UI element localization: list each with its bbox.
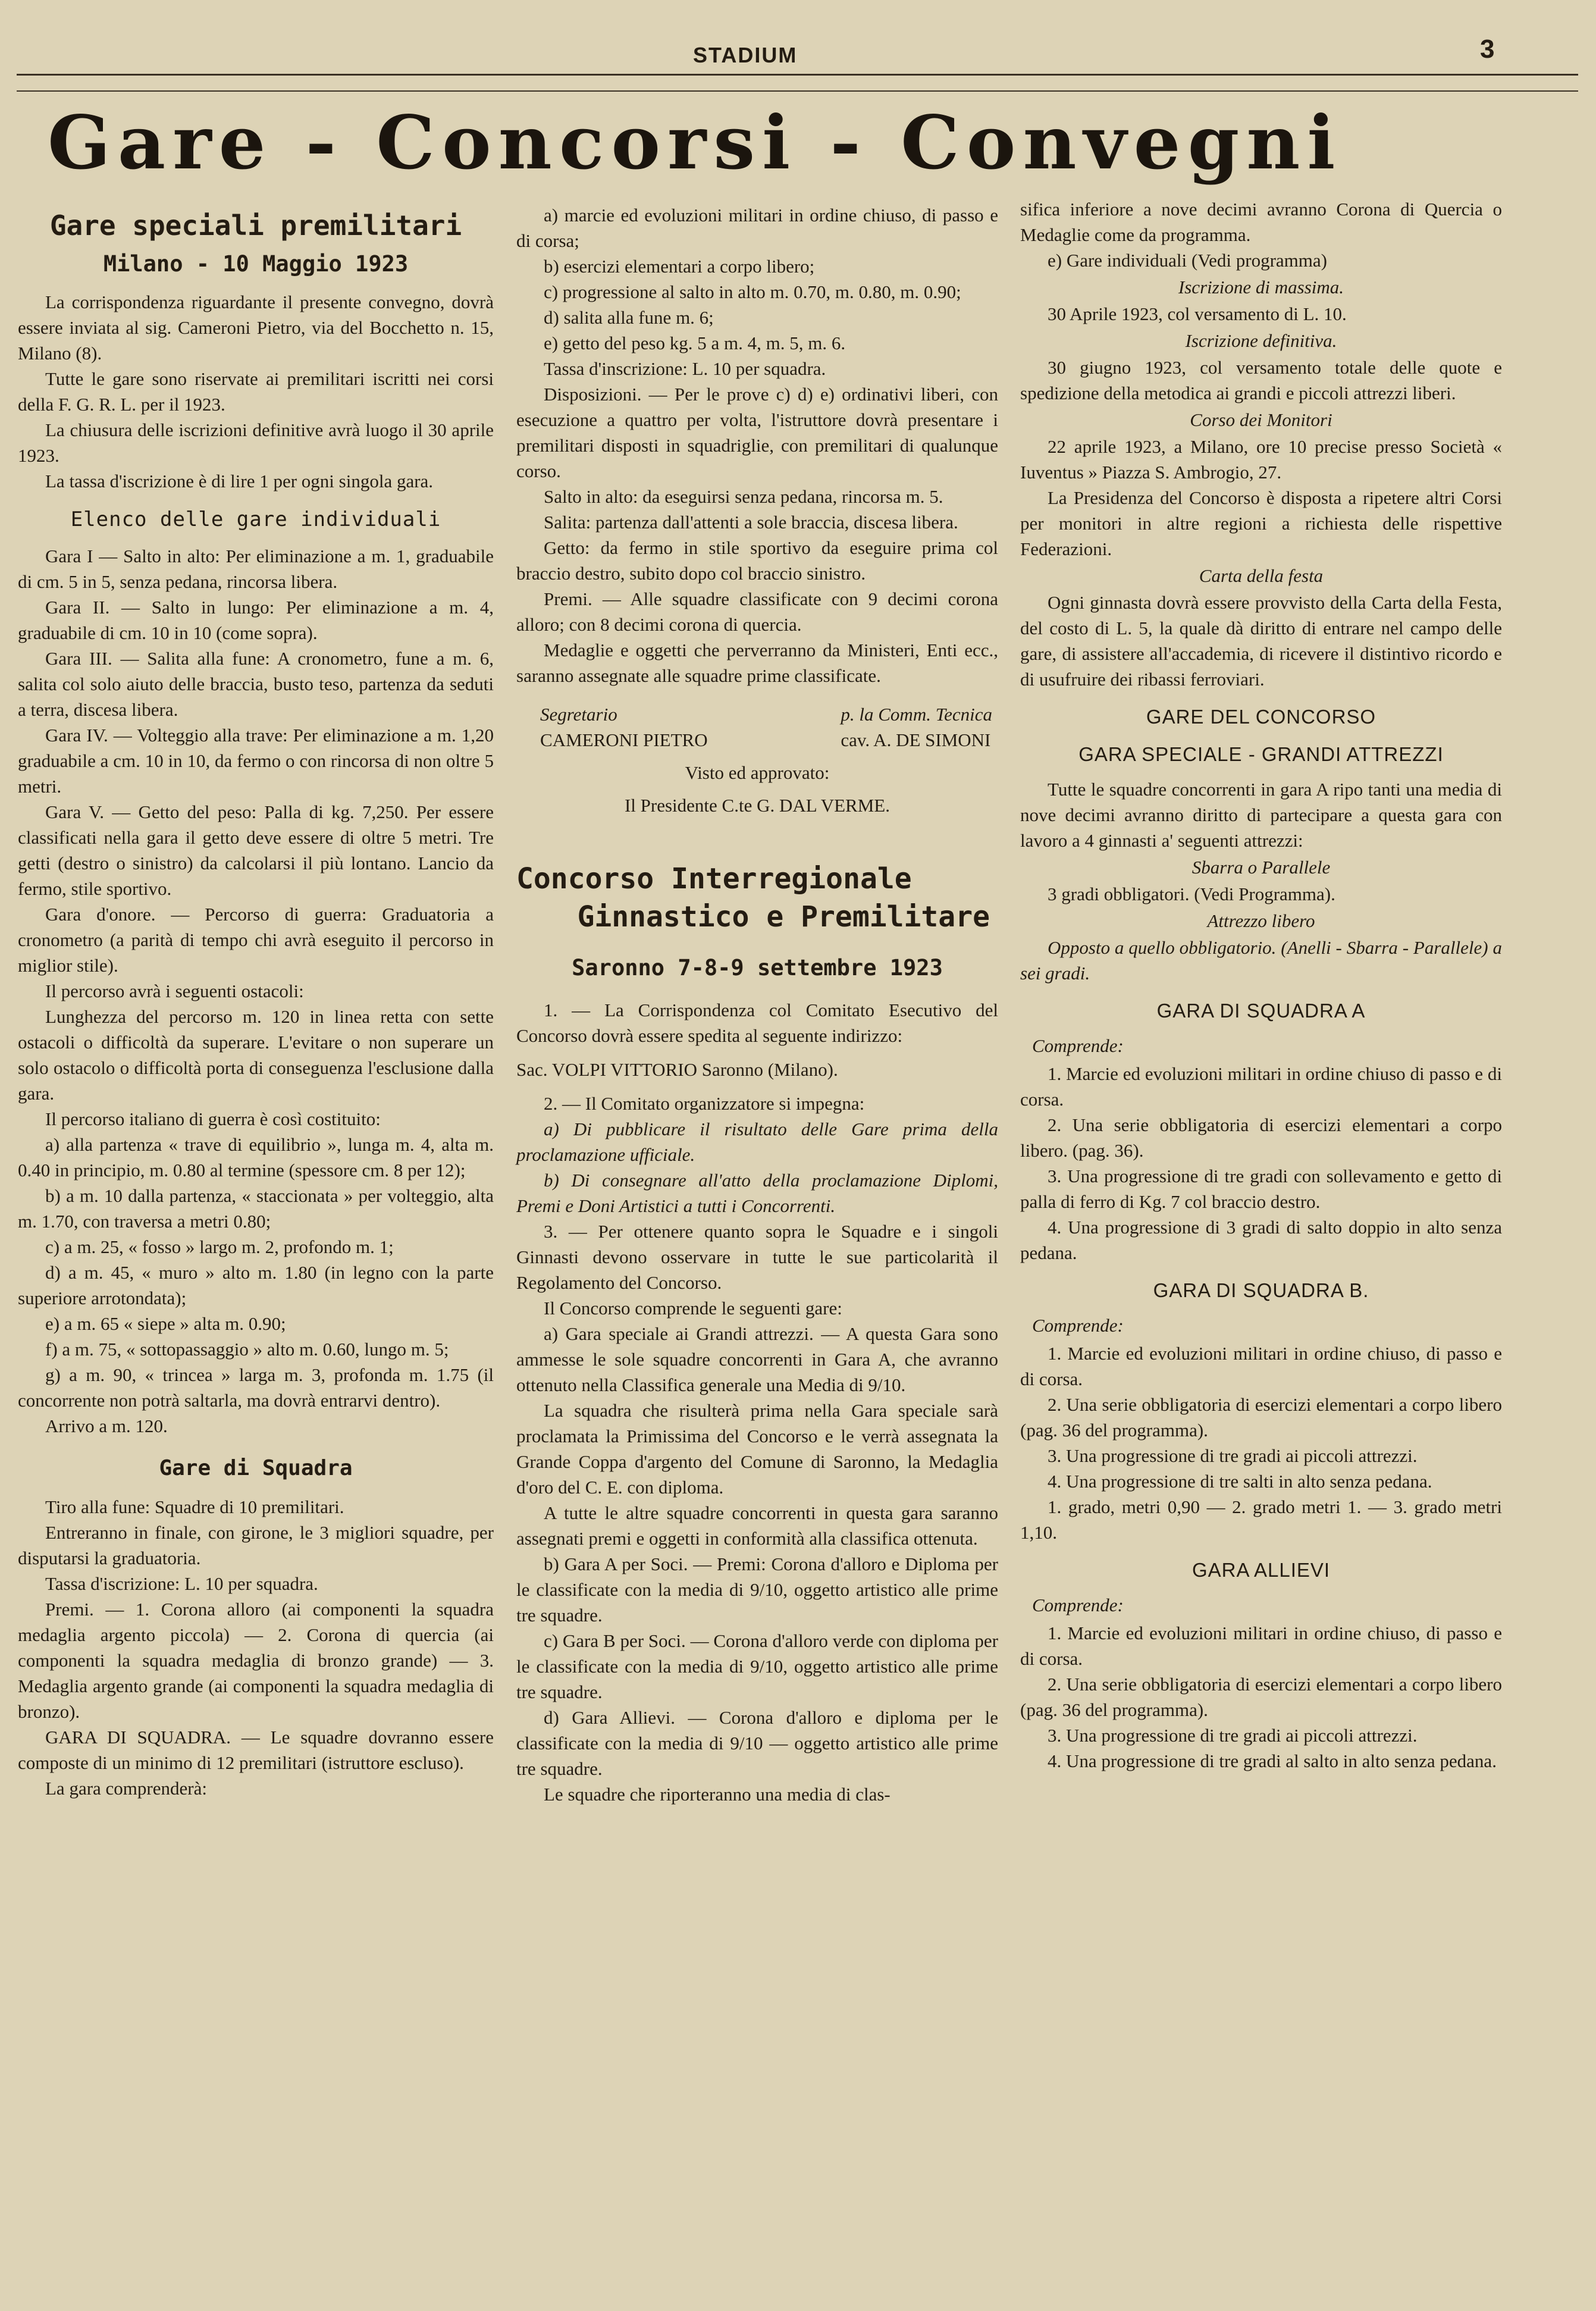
paragraph: La gara comprenderà: — [45, 1778, 207, 1799]
paragraph: Medaglie e oggetti che perverranno da Ministeri, Enti ecc., saranno assegnate alle squadre prime classificate. — [516, 640, 998, 686]
president-line: Il Presidente C.te G. DAL VERME. — [624, 795, 890, 816]
paragraph: Lunghezza del percorso m. 120 in linea retta con sette ostacoli o difficoltà da superare. L'evitare o non superare un solo ostacolo o difficoltà porta di conseguenza l'esclusione dalla gara. — [18, 1006, 494, 1104]
paragraph: La corrispondenza riguardante il presente convegno, dovrà essere inviata al sig. Cameroni Pietro, via del Bocchetto n. 15, Milano (8). — [18, 292, 494, 364]
list-item: 4. Una progressione di tre salti in alto senza pedana. — [1048, 1471, 1432, 1492]
paragraph: d) Gara Allievi. — Corona d'alloro e diploma per le classificate con la media di 9/10 — oggetto artistico alle prime tre squadre. — [516, 1707, 998, 1779]
paragraph: Tiro alla fune: Squadre di 10 premilitari. — [45, 1496, 344, 1517]
list-item: 4. Una progressione di 3 gradi di salto doppio in alto senza pedana. — [1020, 1217, 1502, 1263]
paragraph: Disposizioni. — Per le prove c) d) e) ordinativi liberi, con esecuzione a quattro per volta, l'istruttore dovrà presentare i premilitari disposti in squadriglie, con premilitari di qualunque corso. — [516, 384, 998, 481]
subheading: Comprende: — [1032, 1035, 1124, 1056]
list-item: 4. Una progressione di tre gradi al salto in alto senza pedana. — [1048, 1751, 1497, 1771]
approval-line: Visto ed approvato: — [685, 762, 830, 783]
paragraph: e) Gare individuali (Vedi programma) — [1048, 250, 1327, 271]
paragraph: c) a m. 25, « fosso » largo m. 2, profondo m. 1; — [45, 1236, 394, 1257]
paragraph: c) Gara B per Soci. — Corona d'alloro verde con diploma per le classificate con la media di 9/10, oggetto artistico alle prime tre squadre. — [516, 1630, 998, 1702]
paragraph: Premi. — 1. Corona alloro (ai componenti la squadra medaglia argento piccola) — 2. Corona di quercia (ai componenti la squadra medaglia di bronzo grande) — 3. Medaglia argento grande (ai componenti la squadra medaglia di bronzo). — [18, 1599, 494, 1722]
paragraph: 1. — La Corrispondenza col Comitato Esecutivo del Concorso dovrà essere spedita al seguente indirizzo: — [516, 1000, 998, 1046]
list-item: 1. Marcie ed evoluzioni militari in ordine chiuso, di passo e di corsa. — [1020, 1623, 1502, 1669]
article-title-concorso-line2: Ginnastico e Premilitare — [577, 900, 990, 934]
subheading: Attrezzo libero — [1207, 910, 1315, 931]
signature-role: Segretario — [540, 704, 617, 725]
list-item: 3. Una progressione di tre gradi ai piccoli attrezzi. — [1048, 1445, 1418, 1466]
paragraph: Le squadre che riporteranno una media di clas- — [544, 1784, 891, 1805]
signature-block — [516, 702, 998, 753]
paragraph: 3 gradi obbligatori. (Vedi Programma). — [1048, 884, 1335, 904]
paragraph: Tutte le gare sono riservate ai premilitari iscritti nei corsi della F. G. R. L. per il 1923. — [18, 368, 494, 415]
section-title-squadra-a: GARA DI SQUADRA A — [1156, 1000, 1366, 1022]
list-item: 3. Una progressione di tre gradi con sollevamento e getto di palla di ferro di Kg. 7 col braccio destro. — [1020, 1166, 1502, 1212]
paragraph: g) a m. 90, « trincea » larga m. 3, profonda m. 1.75 (il concorrente non potrà saltarla, ma dovrà entrarvi dentro). — [18, 1364, 494, 1411]
paragraph: Salto in alto: da eseguirsi senza pedana, rincorsa m. 5. — [544, 486, 943, 507]
subheading: Comprende: — [1032, 1595, 1124, 1615]
article-title-concorso: Concorso Interregionale — [516, 862, 912, 895]
subheading: Sbarra o Parallele — [1191, 857, 1331, 878]
paragraph: La tassa d'iscrizione è di lire 1 per ogni singola gara. — [45, 471, 434, 491]
paragraph: a) alla partenza « trave di equilibrio », lunga m. 4, alta m. 0.40 in principio, m. 0.80 al termine (spessore cm. 8 per 12); — [18, 1134, 494, 1180]
paragraph: f) a m. 75, « sottopassaggio » alto m. 0.60, lungo m. 5; — [45, 1339, 449, 1360]
paragraph: Tassa d'iscrizione: L. 10 per squadra. — [45, 1573, 318, 1594]
paragraph: 2. — Il Comitato organizzatore si impegna: — [544, 1093, 865, 1114]
paragraph: e) a m. 65 « siepe » alta m. 0.90; — [45, 1313, 286, 1334]
paragraph: A tutte le altre squadre concorrenti in questa gara saranno assegnati premi e oggetti in conformità alla classifica ottenuta. — [516, 1502, 998, 1549]
paragraph: b) a m. 10 dalla partenza, « staccionata » per volteggio, alta m. 1.70, con traversa a metri 0.80; — [18, 1185, 494, 1232]
subheading: Iscrizione di massima. — [1178, 277, 1344, 298]
paragraph: La chiusura delle iscrizioni definitive avrà luogo il 30 aprile 1923. — [18, 419, 494, 466]
paragraph: Tutte le squadre concorrenti in gara A ripo tanti una media di nove decimi avranno diritto di partecipare a questa gara con lavoro a 4 ginnasti a' seguenti attrezzi: — [1020, 779, 1502, 851]
subheading: Comprende: — [1032, 1315, 1124, 1336]
paragraph: Il percorso avrà i seguenti ostacoli: — [45, 981, 304, 1001]
subheading: Iscrizione definitiva. — [1185, 330, 1337, 351]
paragraph: e) getto del peso kg. 5 a m. 4, m. 5, m. 6. — [544, 333, 846, 353]
paragraph: Entreranno in finale, con girone, le 3 migliori squadre, per disputarsi la graduatoria. — [18, 1522, 494, 1568]
paragraph: 30 Aprile 1923, col versamento di L. 10. — [1048, 303, 1347, 324]
column-right — [1020, 196, 1502, 1774]
paragraph: 30 giugno 1923, col versamento totale delle quote e spedizione della metodica ai grandi e piccoli attrezzi liberi. — [1020, 357, 1502, 403]
paragraph: La squadra che risulterà prima nella Gara speciale sarà proclamata la Primissima del Concorso e le verrà assegnata la Grande Coppa d'argento del Comune di Saronno, la Medaglia d'oro del C. E. con diploma. — [516, 1400, 998, 1498]
paragraph: d) salita alla fune m. 6; — [544, 307, 714, 328]
section-title-allievi: GARA ALLIEVI — [1191, 1559, 1331, 1581]
paragraph: Gara III. — Salita alla fune: A cronometro, fune a m. 6, salita col solo aiuto delle braccia, busto teso, partenza da seduti a terra, discesa libera. — [18, 648, 494, 720]
page-number: 3 — [1480, 35, 1495, 64]
paragraph: Premi. — Alle squadre classificate con 9 decimi corona alloro; con 8 decimi corona di quercia. — [516, 588, 998, 635]
paragraph: 3. — Per ottenere quanto sopra le Squadre e i singoli Ginnasti devono osservare in tutte le sue particolarità il Regolamento del Concorso. — [516, 1221, 998, 1293]
list-item: 1. grado, metri 0,90 — 2. grado metri 1. — 3. grado metri 1,10. — [1020, 1496, 1502, 1543]
section-title-squadra: Gare di Squadra — [159, 1456, 353, 1480]
paragraph: Arrivo a m. 120. — [45, 1416, 168, 1436]
paragraph: c) progressione al salto in alto m. 0.70, m. 0.80, m. 0.90; — [544, 281, 961, 302]
paragraph: b) Di consegnare all'atto della proclamazione Diplomi, Premi e Doni Artistici a tutti i Concorrenti. — [516, 1170, 998, 1216]
paragraph: Il percorso italiano di guerra è così costituito: — [45, 1108, 381, 1129]
address-line: Sac. VOLPI VITTORIO Saronno (Milano). — [516, 1059, 838, 1080]
paragraph: a) marcie ed evoluzioni militari in ordine chiuso, di passo e di corsa; — [516, 205, 998, 251]
subheading: Corso dei Monitori — [1190, 409, 1332, 430]
signature-name: cav. A. DE SIMONI — [841, 729, 991, 750]
paragraph: Il Concorso comprende le seguenti gare: — [544, 1298, 842, 1319]
header-rule-lower — [17, 90, 1578, 92]
paragraph: La Presidenza del Concorso è disposta a ripetere altri Corsi per monitori in altre regioni a richiesta delle rispettive Federazioni. — [1020, 487, 1502, 559]
paragraph: Ogni ginnasta dovrà essere provvisto della Carta della Festa, del costo di L. 5, la quale dà diritto di entrare nel campo delle gare, di assistere all'accademia, di ricevere il distintivo ricordo e di usufruire dei ribassi ferroviari. — [1020, 592, 1502, 690]
paragraph: Gara V. — Getto del peso: Palla di kg. 7,250. Per essere classificati nella gara il getto deve essere di oltre 5 metri. Tre getti (destro o sinistro) da calcolarsi il più lontano. Lancio da fermo, stile sportivo. — [18, 801, 494, 899]
paragraph: Salita: partenza dall'attenti a sole braccia, discesa libera. — [544, 512, 958, 533]
column-middle — [516, 202, 998, 1807]
header-rule — [17, 74, 1578, 76]
paragraph: a) Di pubblicare il risultato delle Gare prima della proclamazione ufficiale. — [516, 1119, 998, 1165]
paragraph: b) Gara A per Soci. — Premi: Corona d'alloro e Diploma per le classificate con la media di 9/10, oggetto artistico alle prime tre squadre. — [516, 1554, 998, 1626]
paragraph: Gara I — Salto in alto: Per eliminazione a m. 1, graduabile di cm. 5 in 5, senza pedana, rincorsa libera. — [18, 546, 494, 592]
section-title-gara-speciale: GARA SPECIALE - GRANDI ATTREZZI — [1078, 743, 1444, 765]
section-title-individuali: Elenco delle gare individuali — [70, 508, 441, 531]
section-title-gare-concorso: GARE DEL CONCORSO — [1146, 706, 1376, 728]
paragraph: Getto: da fermo in stile sportivo da eseguire prima col braccio destro, subito dopo col braccio sinistro. — [516, 537, 998, 584]
page-header-title: STADIUM — [693, 43, 798, 67]
list-item: 2. Una serie obbligatoria di esercizi elementari a corpo libero (pag. 36 del programma). — [1020, 1674, 1502, 1720]
article-subtitle-milano: Milano - 10 Maggio 1923 — [103, 251, 409, 277]
paragraph: GARA DI SQUADRA. — Le squadre dovranno essere composte di un minimo di 12 premilitari (istruttore escluso). — [18, 1727, 494, 1773]
paragraph: 22 aprile 1923, a Milano, ore 10 precise presso Società « Iuventus » Piazza S. Ambrogio, 27. — [1020, 436, 1502, 483]
list-item: 2. Una serie obbligatoria di esercizi elementari a corpo libero. (pag. 36). — [1020, 1114, 1502, 1161]
list-item: 1. Marcie ed evoluzioni militari in ordine chiuso di passo e di corsa. — [1020, 1063, 1502, 1110]
list-item: 2. Una serie obbligatoria di esercizi elementari a corpo libero (pag. 36 del programma). — [1020, 1394, 1502, 1441]
signature-role: p. la Comm. Tecnica — [841, 704, 992, 725]
paragraph: b) esercizi elementari a corpo libero; — [544, 256, 815, 277]
subheading: Carta della festa — [1199, 565, 1324, 586]
article-title-gare-speciali: Gare speciali premilitari — [49, 209, 462, 242]
signature-name: CAMERONI PIETRO — [540, 729, 708, 750]
section-banner: Gare - Concorsi - Convegni — [48, 100, 1343, 186]
paragraph: Gara II. — Salto in lungo: Per eliminazione a m. 4, graduabile di cm. 10 in 10 (come sopra). — [18, 597, 494, 643]
paragraph: a) Gara speciale ai Grandi attrezzi. — A questa Gara sono ammesse le sole squadre concorrenti in Gara A, che avranno ottenuto nella Classifica generale una Media di 9/10. — [516, 1323, 998, 1395]
list-item: 1. Marcie ed evoluzioni militari in ordine chiuso, di passo e di corsa. — [1020, 1343, 1502, 1389]
paragraph: Gara IV. — Volteggio alla trave: Per eliminazione a m. 1,20 graduabile a cm. 10 in 10, da fermo o con rincorsa di non oltre 5 metri. — [18, 725, 494, 797]
paragraph: Tassa d'inscrizione: L. 10 per squadra. — [544, 358, 826, 379]
section-title-squadra-b: GARA DI SQUADRA B. — [1153, 1279, 1369, 1301]
list-item: 3. Una progressione di tre gradi ai piccoli attrezzi. — [1048, 1725, 1418, 1746]
column-left — [18, 196, 494, 1801]
paragraph: Gara d'onore. — Percorso di guerra: Graduatoria a cronometro (a parità di tempo chi avrà eseguito il percorso in miglior stile). — [18, 904, 494, 976]
paragraph: Opposto a quello obbligatorio. (Anelli - Sbarra - Parallele) a sei gradi. — [1020, 937, 1502, 984]
article-subtitle-saronno: Saronno 7-8-9 settembre 1923 — [572, 955, 943, 981]
paragraph: sifica inferiore a nove decimi avranno Corona di Quercia o Medaglie come da programma. — [1020, 199, 1502, 245]
paragraph: d) a m. 45, « muro » alto m. 1.80 (in legno con la parte superiore arrotondata); — [18, 1262, 494, 1308]
